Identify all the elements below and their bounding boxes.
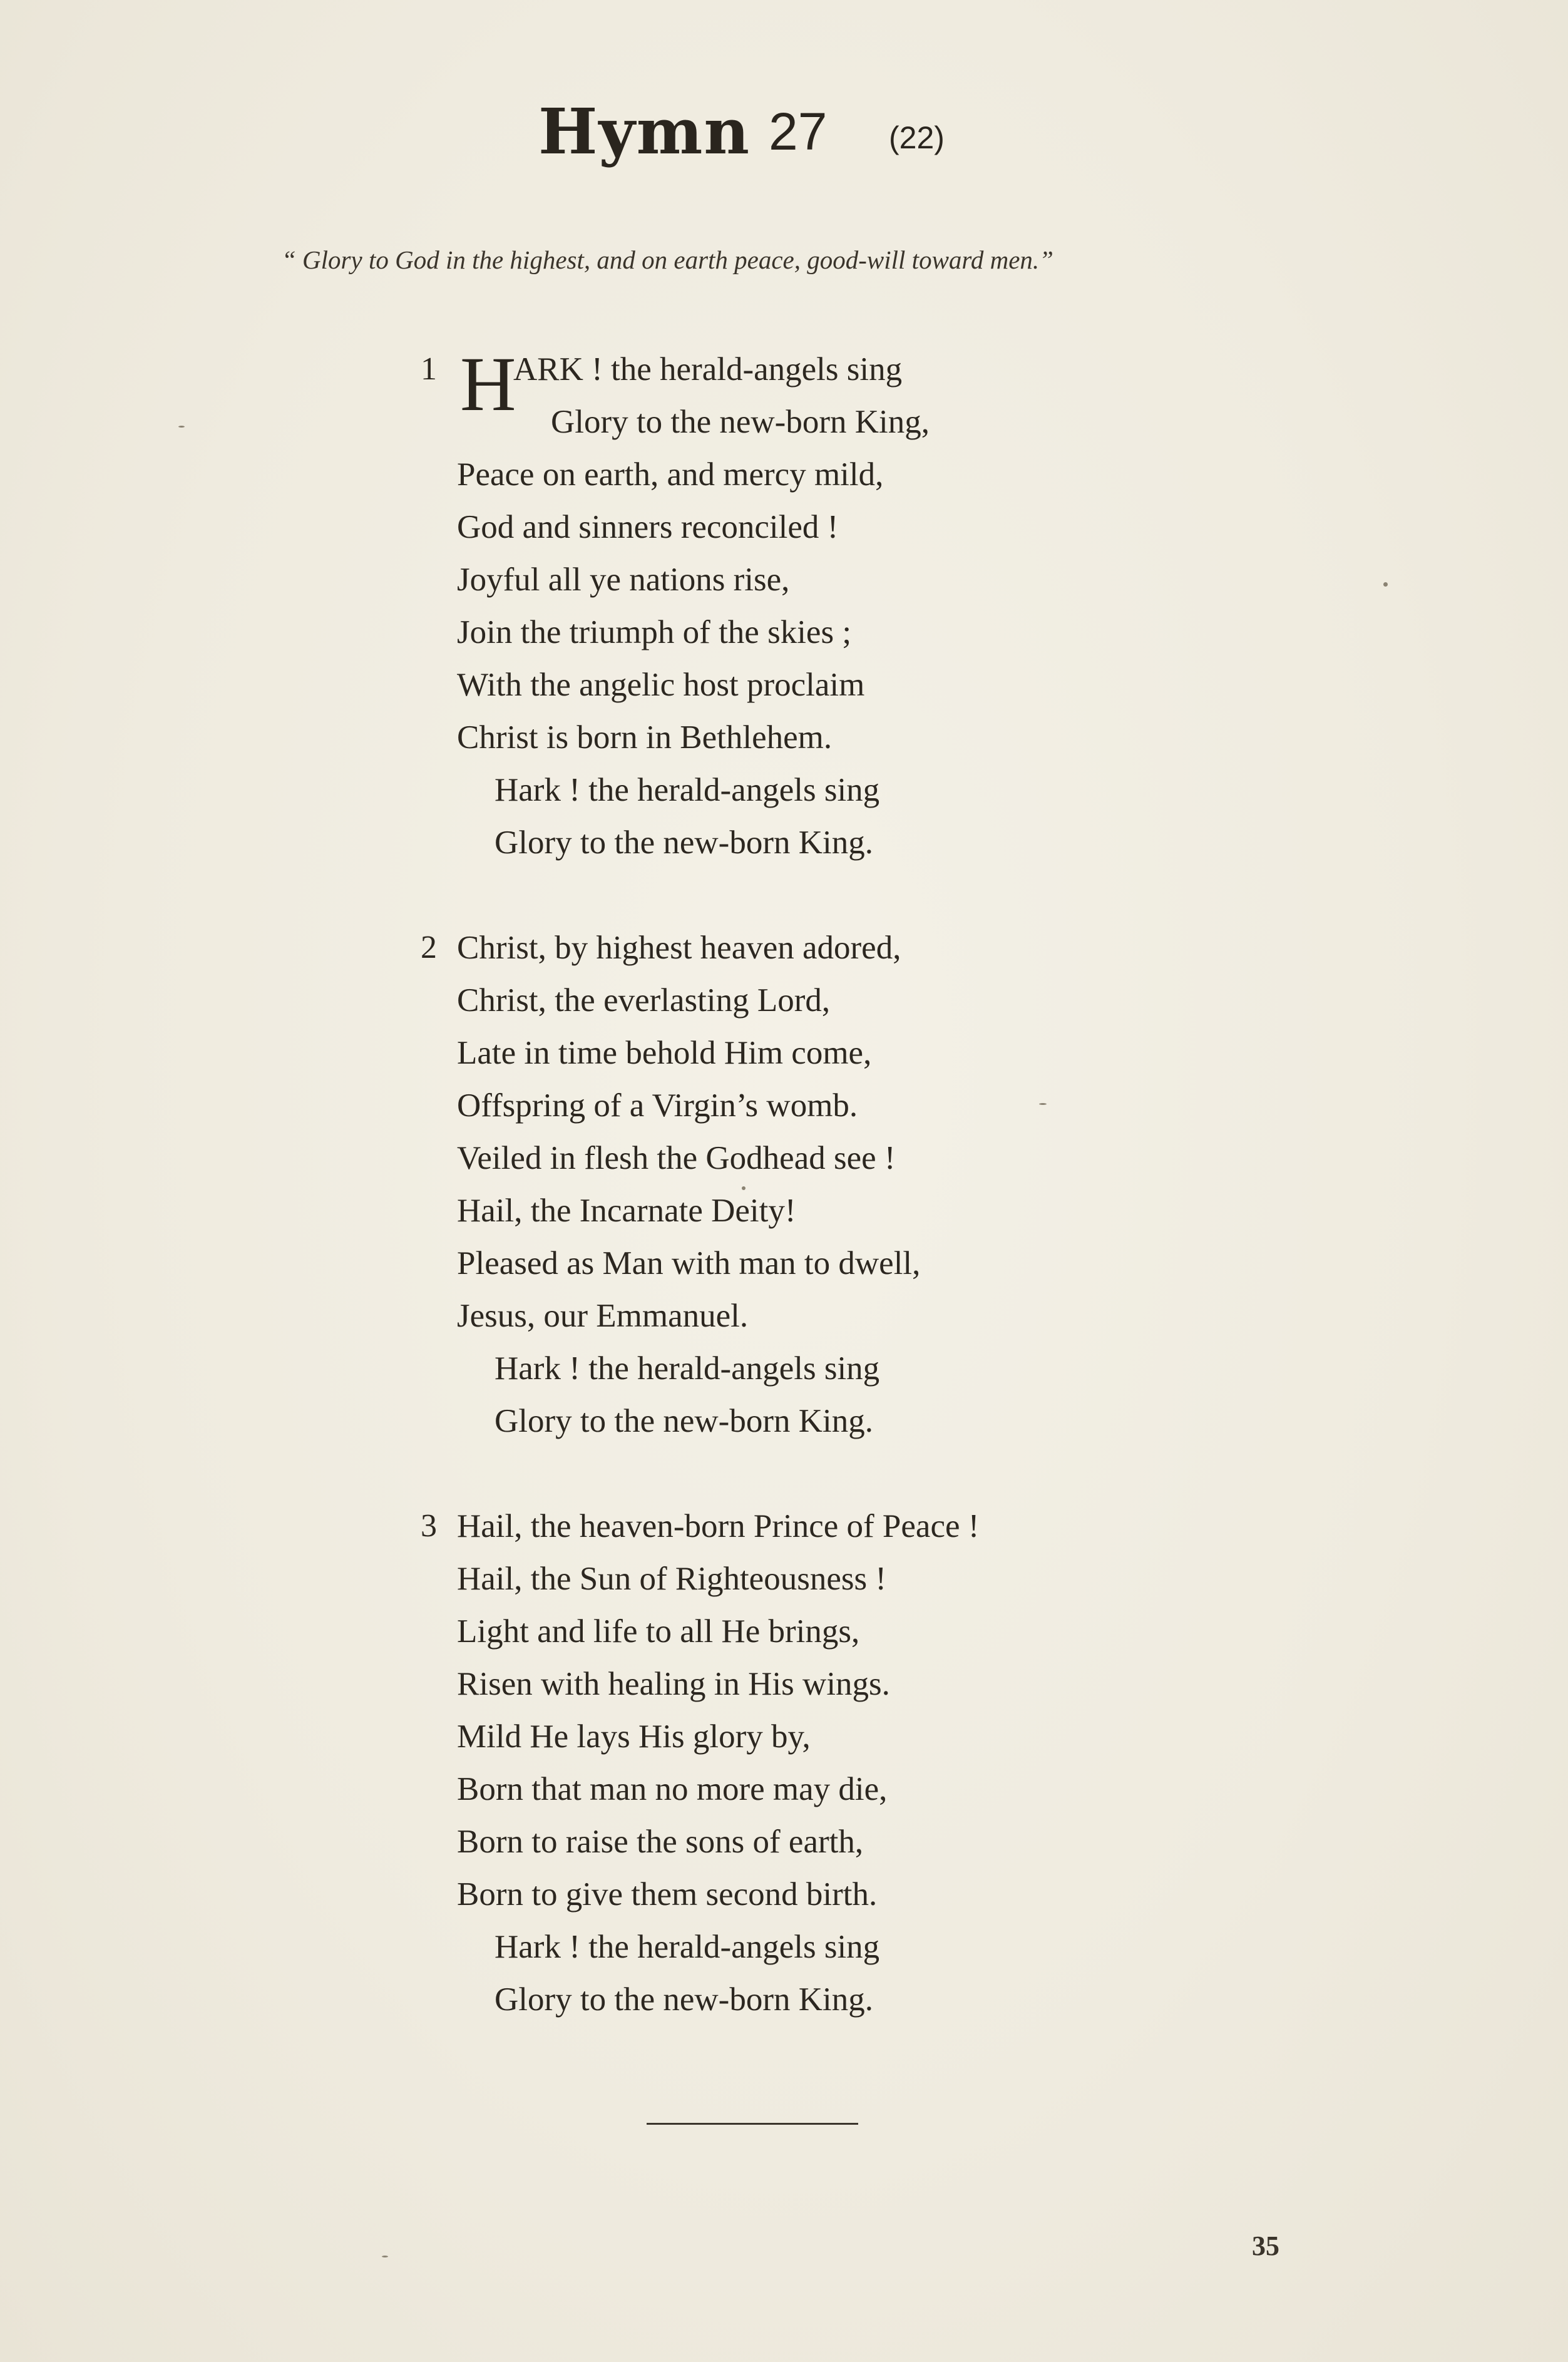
print-speck bbox=[1039, 1103, 1047, 1105]
epigraph: “ Glory to God in the highest, and on earth peace, good-will toward men.” bbox=[282, 245, 1053, 274]
verse-line: Jesus, our Emmanuel. bbox=[457, 1298, 749, 1334]
verse-line: Glory to the new-born King, bbox=[551, 404, 930, 440]
verse-line: Hail, the Sun of Righteousness ! bbox=[457, 1561, 886, 1597]
hymn-alt-number: (22) bbox=[889, 120, 945, 155]
end-rule bbox=[647, 2123, 858, 2125]
verse-line: Offspring of a Virgin’s womb. bbox=[457, 1087, 858, 1124]
verse-number: 2 bbox=[421, 930, 437, 965]
verse-line: Join the triumph of the skies ; bbox=[457, 614, 852, 650]
verse-line: Hail, the heaven-born Prince of Peace ! bbox=[457, 1508, 980, 1544]
verse-number: 1 bbox=[421, 351, 437, 387]
verse-line: With the angelic host proclaim bbox=[457, 667, 865, 703]
verse-line: ARK ! the herald-angels sing bbox=[513, 351, 903, 388]
print-speck bbox=[382, 2256, 388, 2257]
verse-line: Light and life to all He brings, bbox=[457, 1613, 860, 1650]
verse-line: Joyful all ye nations rise, bbox=[457, 562, 790, 598]
verse-line: Pleased as Man with man to dwell, bbox=[457, 1245, 921, 1281]
verse-line: Christ, by highest heaven adored, bbox=[457, 930, 901, 966]
refrain-line: Glory to the new-born King. bbox=[494, 1403, 873, 1439]
verse-line: Risen with healing in His wings. bbox=[457, 1666, 890, 1702]
refrain-line: Glory to the new-born King. bbox=[494, 824, 873, 861]
refrain-line: Glory to the new-born King. bbox=[494, 1981, 873, 2018]
verse-number: 3 bbox=[421, 1508, 437, 1544]
verse-line: Born that man no more may die, bbox=[457, 1771, 888, 1807]
verse-line: Veiled in flesh the Godhead see ! bbox=[457, 1140, 896, 1176]
print-speck bbox=[178, 426, 185, 428]
hymn-title: Hymn bbox=[538, 95, 751, 168]
verse-line: Late in time behold Him come, bbox=[457, 1035, 872, 1071]
page-number: 35 bbox=[1252, 2231, 1279, 2261]
verse-line: Born to give them second birth. bbox=[457, 1876, 878, 1913]
hymn-number: 27 bbox=[769, 102, 828, 161]
verse-line: Born to raise the sons of earth, bbox=[457, 1824, 864, 1860]
hymn-heading bbox=[0, 94, 1568, 169]
verse-line: Peace on earth, and mercy mild, bbox=[457, 456, 884, 493]
verse-line: Christ, the everlasting Lord, bbox=[457, 982, 831, 1019]
refrain-line: Hark ! the herald-angels sing bbox=[494, 772, 880, 808]
verse-line: Hail, the Incarnate Deity! bbox=[457, 1193, 796, 1229]
refrain-line: Hark ! the herald-angels sing bbox=[494, 1350, 880, 1387]
refrain-line: Hark ! the herald-angels sing bbox=[494, 1929, 880, 1965]
print-speck bbox=[1383, 582, 1388, 587]
verse-line: God and sinners reconciled ! bbox=[457, 509, 839, 545]
verse-line: Mild He lays His glory by, bbox=[457, 1718, 811, 1755]
verse-line: Christ is born in Bethlehem. bbox=[457, 719, 833, 756]
drop-cap: H bbox=[460, 341, 516, 427]
